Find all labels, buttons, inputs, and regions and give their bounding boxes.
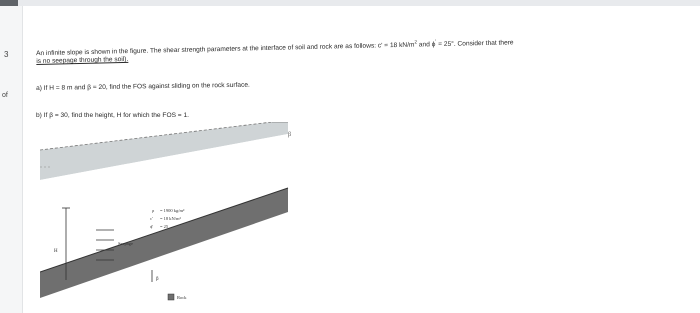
problem-second-line: is no seepage through the soil). xyxy=(36,56,129,66)
left-margin-mark-1: 3 xyxy=(4,50,9,59)
part-a-label: a) xyxy=(36,84,42,92)
left-sidebar-strip xyxy=(0,6,23,313)
h-label: H xyxy=(54,249,58,254)
c-label: c' xyxy=(150,216,153,221)
problem-statement xyxy=(36,37,514,65)
rho-value: = 1900 kg/m³ xyxy=(160,208,185,213)
beta-bottom-label: β xyxy=(156,277,159,282)
phi-prime: ' xyxy=(435,38,437,45)
rock-legend-label: Rock xyxy=(177,295,187,300)
part-b-beta: β xyxy=(49,112,53,119)
phi-label: ϕ' xyxy=(150,224,154,229)
part-a-beta: β xyxy=(87,84,92,92)
part-b-text: If xyxy=(41,112,50,119)
left-margin-mark-2: of xyxy=(2,92,8,99)
part-b-text2: = 30, find the height, H for which the FOS = 1. xyxy=(53,112,189,119)
phi-prop-value: = 25 xyxy=(160,224,169,229)
intro-superscript: 2 xyxy=(414,39,417,45)
rock-legend-swatch xyxy=(168,294,174,300)
c-value: = 18 kN/m² xyxy=(160,216,181,221)
part-a-text: If H = 8 m and xyxy=(41,84,88,92)
rho-label: ρ xyxy=(152,208,155,213)
infinite-slope-figure xyxy=(40,122,296,312)
phi-symbol: ϕ xyxy=(431,41,436,49)
problem-intro: An infinite slope is shown in the figure. The shear strength parameters at the interface of soil and rock are as follows: c' = 18 kN/m xyxy=(36,41,415,58)
part-b-label: b) xyxy=(36,112,42,119)
intro-and: and xyxy=(416,41,432,49)
part-a xyxy=(36,82,250,92)
part-b xyxy=(36,112,189,119)
seepage-label: Seepage xyxy=(118,241,133,246)
beta-top-label: β xyxy=(288,132,292,138)
phi-value: = 25°. Consider that there xyxy=(436,39,514,49)
part-a-text2: = 20, find the FOS against sliding on the rock surface. xyxy=(90,81,250,92)
question-document xyxy=(24,0,700,313)
